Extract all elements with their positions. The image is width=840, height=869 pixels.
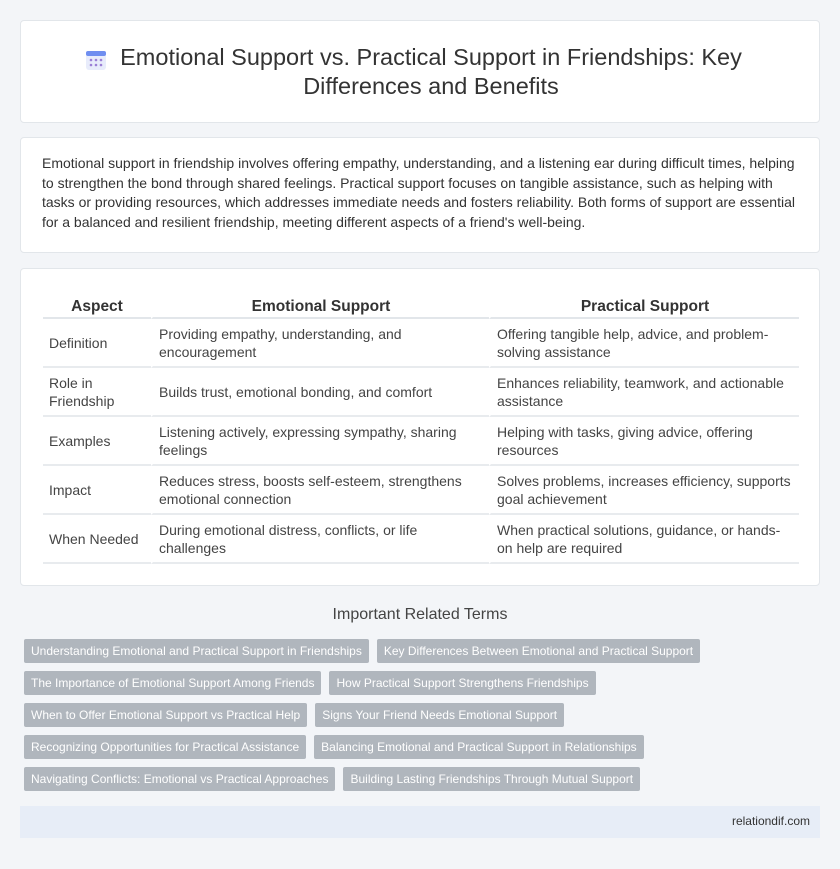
related-term-tag[interactable]: Signs Your Friend Needs Emotional Support xyxy=(315,703,564,727)
footer-site-link[interactable]: relationdif.com xyxy=(731,814,810,828)
cell-practical: Offering tangible help, advice, and problem-solving assistance xyxy=(489,319,799,368)
related-term-tag[interactable]: How Practical Support Strengthens Friendships xyxy=(329,671,595,695)
table-row xyxy=(43,515,799,564)
tag-row xyxy=(24,767,824,791)
cell-emotional: Reduces stress, boosts self-esteem, strengthens emotional connection xyxy=(151,466,489,515)
cell-practical: Solves problems, increases efficiency, supports goal achievement xyxy=(489,466,799,515)
cell-emotional: Builds trust, emotional bonding, and comfort xyxy=(151,368,489,417)
tag-row xyxy=(24,671,824,695)
cell-aspect: Examples xyxy=(43,417,151,466)
page-title: Emotional Support vs. Practical Support in Friendships: Key Differences and Benefits xyxy=(120,43,742,99)
related-term-tag[interactable]: Balancing Emotional and Practical Support in Relationships xyxy=(314,735,644,759)
related-terms-list xyxy=(24,639,824,799)
comparison-table xyxy=(43,293,799,564)
footer xyxy=(20,806,820,838)
related-term-tag[interactable]: Building Lasting Friendships Through Mutual Support xyxy=(343,767,640,791)
related-term-tag[interactable]: The Importance of Emotional Support Among Friends xyxy=(24,671,321,695)
related-term-tag[interactable]: Navigating Conflicts: Emotional vs Practical Approaches xyxy=(24,767,335,791)
cell-aspect: Impact xyxy=(43,466,151,515)
related-term-tag[interactable]: Key Differences Between Emotional and Practical Support xyxy=(377,639,700,663)
cell-emotional: Providing empathy, understanding, and encouragement xyxy=(151,319,489,368)
tag-row xyxy=(24,703,824,727)
cell-emotional: During emotional distress, conflicts, or life challenges xyxy=(151,515,489,564)
intro-card xyxy=(20,137,820,253)
table-row xyxy=(43,417,799,466)
cell-aspect: When Needed xyxy=(43,515,151,564)
header-practical: Practical Support xyxy=(489,293,799,319)
cell-aspect: Definition xyxy=(43,319,151,368)
cell-emotional: Listening actively, expressing sympathy, sharing feelings xyxy=(151,417,489,466)
cell-practical: When practical solutions, guidance, or hands-on help are required xyxy=(489,515,799,564)
comparison-table-card xyxy=(20,268,820,586)
tag-row xyxy=(24,639,824,663)
header-card xyxy=(20,20,820,123)
related-terms-title: Important Related Terms xyxy=(332,606,508,623)
related-term-tag[interactable]: Recognizing Opportunities for Practical Assistance xyxy=(24,735,306,759)
cell-aspect: Role in Friendship xyxy=(43,368,151,417)
header-aspect: Aspect xyxy=(43,293,151,319)
tag-row xyxy=(24,735,824,759)
header-emotional: Emotional Support xyxy=(151,293,489,319)
related-term-tag[interactable]: When to Offer Emotional Support vs Practical Help xyxy=(24,703,307,727)
table-row xyxy=(43,319,799,368)
related-term-tag[interactable]: Understanding Emotional and Practical Support in Friendships xyxy=(24,639,369,663)
intro-paragraph: Emotional support in friendship involves offering empathy, understanding, and a listening ear during difficult times, helping to strengthen the bond through shared feelings. Practical support focuses on tangible assistance, such as helping with tasks or providing resources, which addresses immediate needs and fosters reliability. Both forms of support are essential for a balanced and resilient friendship, meeting different aspects of a friend's well-being. xyxy=(42,155,795,230)
cell-practical: Enhances reliability, teamwork, and actionable assistance xyxy=(489,368,799,417)
table-row xyxy=(43,466,799,515)
cell-practical: Helping with tasks, giving advice, offering resources xyxy=(489,417,799,466)
table-header-row xyxy=(43,293,799,319)
table-row xyxy=(43,368,799,417)
